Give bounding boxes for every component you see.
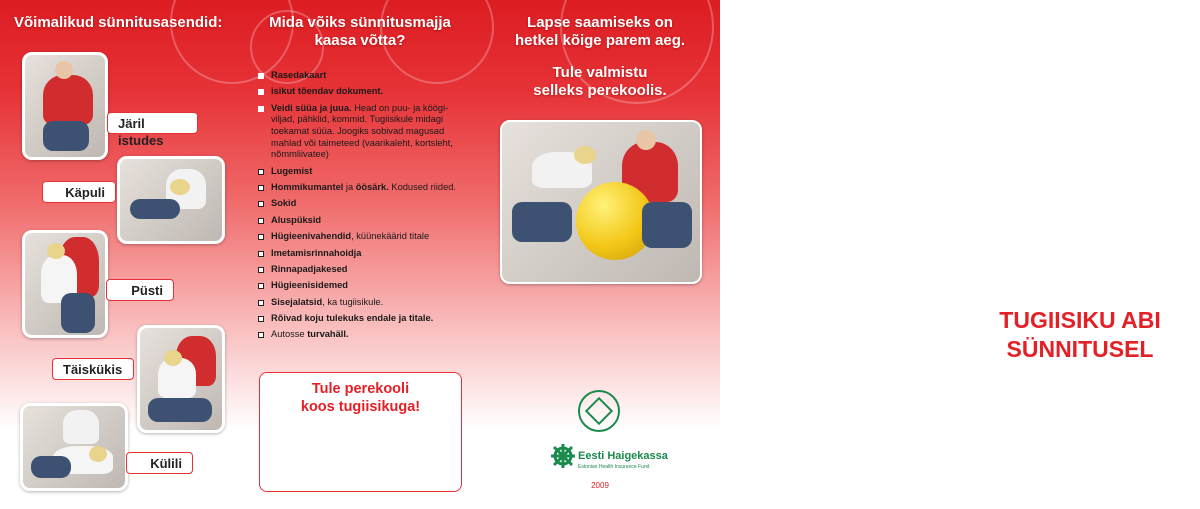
publication-year: 2009 <box>591 481 609 490</box>
right-panel <box>480 0 1161 509</box>
perekool-box <box>259 372 462 492</box>
cover-subheading: Tule valmistu selleks perekoolis. <box>533 64 667 99</box>
brochure-title: TUGIISIKU ABI SÜNNITUSEL <box>999 307 1161 362</box>
left-panel <box>0 0 240 509</box>
list-item: Autosse turvahäll. <box>258 329 470 341</box>
packing-list <box>258 70 470 346</box>
haigekassa-name: Eesti Haigekassa <box>578 450 668 462</box>
list-item: isikut tõendav dokument. <box>258 86 470 98</box>
list-item: Lugemist <box>258 166 470 178</box>
list-item: Aluspüksid <box>258 215 470 227</box>
position-label-jaril-istudes: Järil istudes <box>107 112 198 134</box>
photo-pusti <box>22 230 108 338</box>
clinic-seal-logo <box>578 390 620 432</box>
perekool-invite: Tule perekooli koos tugiisikuga! <box>300 381 421 415</box>
photo-taiskukis <box>137 325 225 433</box>
photo-kulili <box>20 403 128 491</box>
photo-birth-ball <box>500 120 702 284</box>
list-item: Sokid <box>258 198 470 210</box>
photo-jaril-istudes <box>22 52 108 160</box>
position-label-pusti: Püsti <box>106 279 174 301</box>
cover-heading: Lapse saamiseks on hetkel kõige parem aeg. <box>514 14 686 49</box>
list-item: Hommikumantel ja öösärk. Kodused riided. <box>258 182 470 194</box>
positions-title: Võimalikud sünnitusasendid: <box>14 14 223 31</box>
list-item: Veidi süüa ja juua. Head on puu- ja köögi-viljad, pähklid, kommid. Tugiisikule midagi toekamat süüa. Joogiks sobivad magusad mahlad või taimeteed (vaarikaleht, kortsleht, nõmmliivatee) <box>258 103 470 161</box>
position-label-taiskukis: Täiskükis <box>52 358 134 380</box>
haigekassa-logo-icon <box>550 443 576 469</box>
list-item: Rõivad koju tulekuks endale ja titale. <box>258 313 470 325</box>
packing-list-title: Mida võiks sünnitusmajja kaasa võtta? <box>269 14 451 49</box>
photo-kapuli <box>117 156 225 244</box>
list-item: Imetamisrinnahoidja <box>258 248 470 260</box>
list-item: Hügieenivahendid, küünekäärid titale <box>258 231 470 243</box>
list-item: Hügieenisidemed <box>258 280 470 292</box>
list-item: Rasedakaart <box>258 70 470 82</box>
list-item: Sisejalatsid, ka tugiisikule. <box>258 297 470 309</box>
position-label-kulili: Külili <box>126 452 193 474</box>
haigekassa-subtitle: Estonian Health Insurance Fund <box>578 464 650 470</box>
position-label-kapuli: Käpuli <box>42 181 116 203</box>
list-item: Rinnapadjakesed <box>258 264 470 276</box>
